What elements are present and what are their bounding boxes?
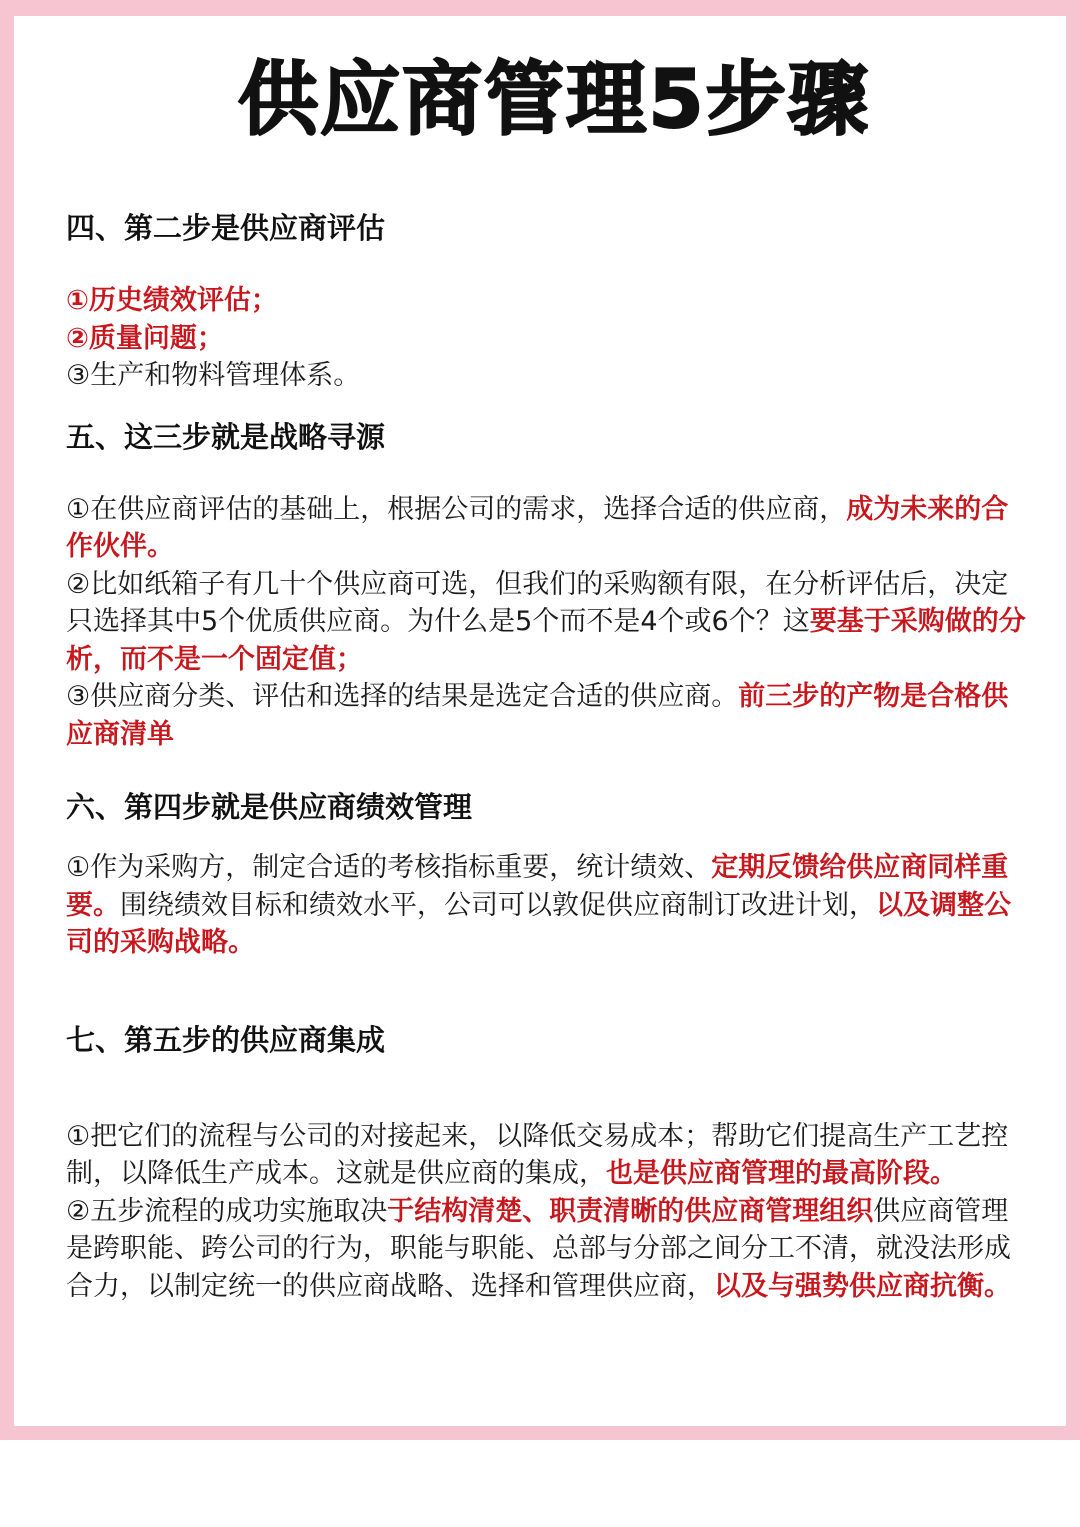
highlight-text: 要基于采购做的分析，而不是一个固定值； [66,606,1026,675]
paragraph-text: 供应商管理是跨职能、跨公司的行为，职能与职能、总部与分部之间分工不清，就没法形成合力，以制定统一的供应商战略、选择和管理供应商， [66,1195,1011,1302]
paragraph [66,678,1026,753]
section-strategic-sourcing [66,415,1026,754]
paragraph [66,566,1026,679]
list-item: ②质量问题； [66,322,224,354]
section-heading: 四、第二步是供应商评估 [66,211,386,245]
paragraph-text: 围绕绩效目标和绩效水平，公司可以敦促供应商制订改进计划， [120,889,876,921]
section-supplier-integration [66,1018,1026,1306]
highlight-text: 定期反馈给供应商同样重要。 [66,852,1009,921]
section-performance-management [66,785,1026,962]
highlight-text: 前三步的产物是合格供应商清单 [66,681,1009,750]
section-heading: 六、第四步就是供应商绩效管理 [66,790,473,824]
section-supplier-evaluation [66,206,1026,395]
list-item: ①历史绩效评估； [66,285,278,316]
highlight-text: 以及与强势供应商抗衡。 [714,1270,1011,1302]
highlight-text: 以及调整公司的采购战略。 [66,889,1011,958]
article-body [66,206,1026,1305]
paragraph-text: ①作为采购方，制定合适的考核指标重要，统计绩效、 [66,852,712,883]
section-heading: 七、第五步的供应商集成 [66,1022,386,1057]
highlight-text: 也是供应商管理的最高阶段。 [606,1158,957,1189]
paragraph-text: ①把它们的流程与公司的对接起来，以降低交易成本；帮助它们提高生产工艺控制，以降低生产成本。这就是供应商的集成， [66,1120,1009,1189]
paragraph-text: ②五步流程的成功实施取决 [66,1195,388,1227]
paragraph-text: ③供应商分类、评估和选择的结果是选定合适的供应商。 [66,681,739,712]
paragraph-text: ①在供应商评估的基础上，根据公司的需求，选择合适的供应商， [66,493,847,525]
paragraph-text: ②比如纸箱子有几十个供应商可选，但我们的采购额有限，在分析评估后，决定只选择其中5个优质供应商。为什么是5个而不是4个或6个？这 [66,568,1009,637]
list-item: ③生产和物料管理体系。 [66,360,361,391]
paragraph [66,1118,1026,1193]
page-title: 供应商管理5步骤 [238,53,870,146]
paragraph [66,1193,1026,1306]
paragraph [66,491,1026,566]
paragraph [66,849,1026,962]
bottom-margin [0,1440,1080,1527]
highlight-text: 于结构清楚、职责清晰的供应商管理组织 [387,1195,874,1227]
highlight-text: 成为未来的合作伙伴。 [66,493,1009,562]
section-heading: 五、这三步就是战略寻源 [66,419,386,454]
